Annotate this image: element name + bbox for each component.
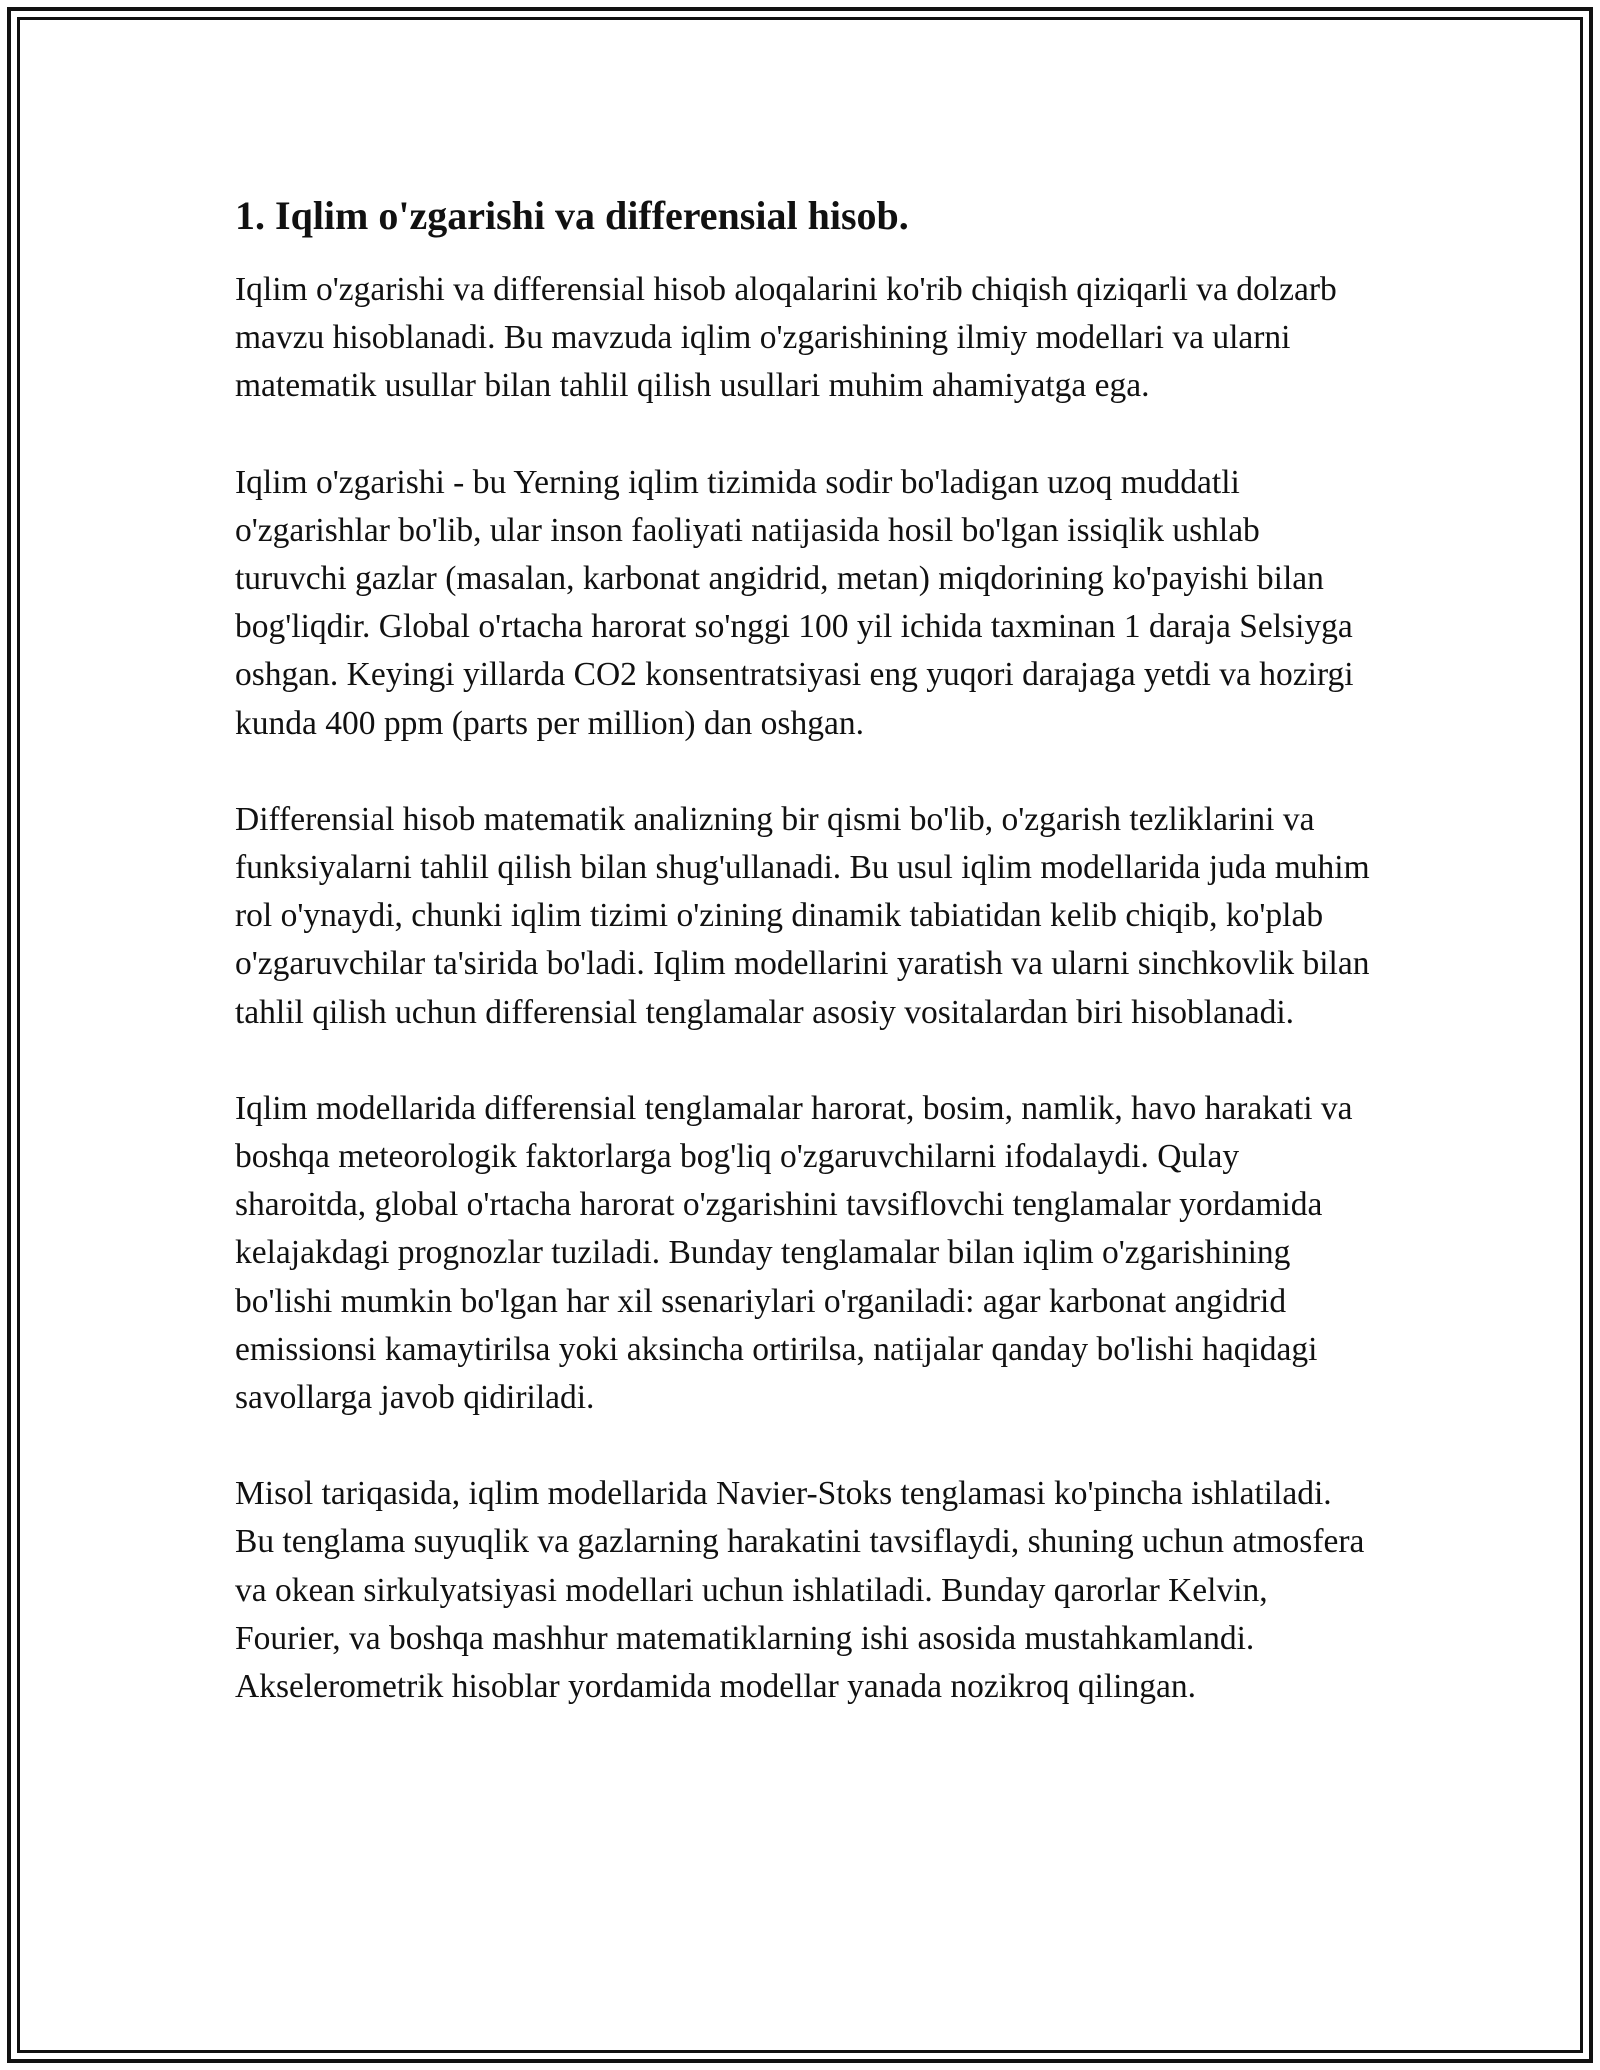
document-body [235, 190, 1375, 1759]
paragraph-intro: Iqlim o'zgarishi va differensial hisob aloqalarini ko'rib chiqish qiziqarli va dolzarb mavzu hisoblanadi. Bu mavzuda iqlim o'zgarishining ilmiy modellari va ularni matematik usullar bilan tahlil qilish usullari muhim ahamiyatga ega. [235, 271, 1337, 405]
section-title: 1. Iqlim o'zgarishi va differensial hisob. [235, 193, 909, 238]
paragraph-climate-models: Iqlim modellarida differensial tenglamalar harorat, bosim, namlik, havo harakati va boshqa meteorologik faktorlarga bog'liq o'zgaruvchilarni ifodalaydi. Qulay sharoitda, global o'rtacha harorat o'zgarishini tavsiflovchi tenglamalar yordamida kelajakdagi prognozlar tuziladi. Bunday tenglamalar bilan iqlim o'zgarishining bo'lishi mumkin bo'lgan har xil ssenariylari o'rganiladi: agar karbonat angidrid emissionsi kamaytirilsa yoki aksincha ortirilsa, natijalar qanday bo'lishi haqidagi savollarga javob qidiriladi. [235, 1089, 1353, 1417]
paragraph-navier-stokes: Misol tariqasida, iqlim modellarida Navier-Stoks tenglamasi ko'pincha ishlatiladi. Bu tenglama suyuqlik va gazlarning harakatini tavsiflaydi, shuning uchun atmosfera va okean sirkulyatsiyasi modellari uchun ishlatiladi. Bunday qarorlar Kelvin, Fourier, va boshqa mashhur matematiklarning ishi asosida mustahkamlandi. Akselerometrik hisoblar yordamida modellar yanada nozikroq qilingan. [235, 1475, 1365, 1706]
paragraph-climate-change: Iqlim o'zgarishi - bu Yerning iqlim tizimida sodir bo'ladigan uzoq muddatli o'zgarishlar bo'lib, ular inson faoliyati natijasida hosil bo'lgan issiqlik ushlab turuvchi gazlar (masalan, karbonat angidrid, metan) miqdorining ko'payishi bilan bog'liqdir. Global o'rtacha harorat so'nggi 100 yil ichida taxminan 1 daraja Selsiyga oshgan. Keyingi yillarda CO2 konsentratsiyasi eng yuqori darajaga yetdi va hozirgi kunda 400 ppm (parts per million) dan oshgan. [235, 463, 1354, 742]
paragraph-differential-calculus: Differensial hisob matematik analizning bir qismi bo'lib, o'zgarish tezliklarini va funksiyalarni tahlil qilish bilan shug'ullanadi. Bu usul iqlim modellarida juda muhim rol o'ynaydi, chunki iqlim tizimi o'zining dinamik tabiatidan kelib chiqib, ko'plab o'zgaruvchilar ta'sirida bo'ladi. Iqlim modellarini yaratish va ularni sinchkovlik bilan tahlil qilish uchun differensial tenglamalar asosiy vositalardan biri hisoblanadi. [235, 800, 1370, 1031]
